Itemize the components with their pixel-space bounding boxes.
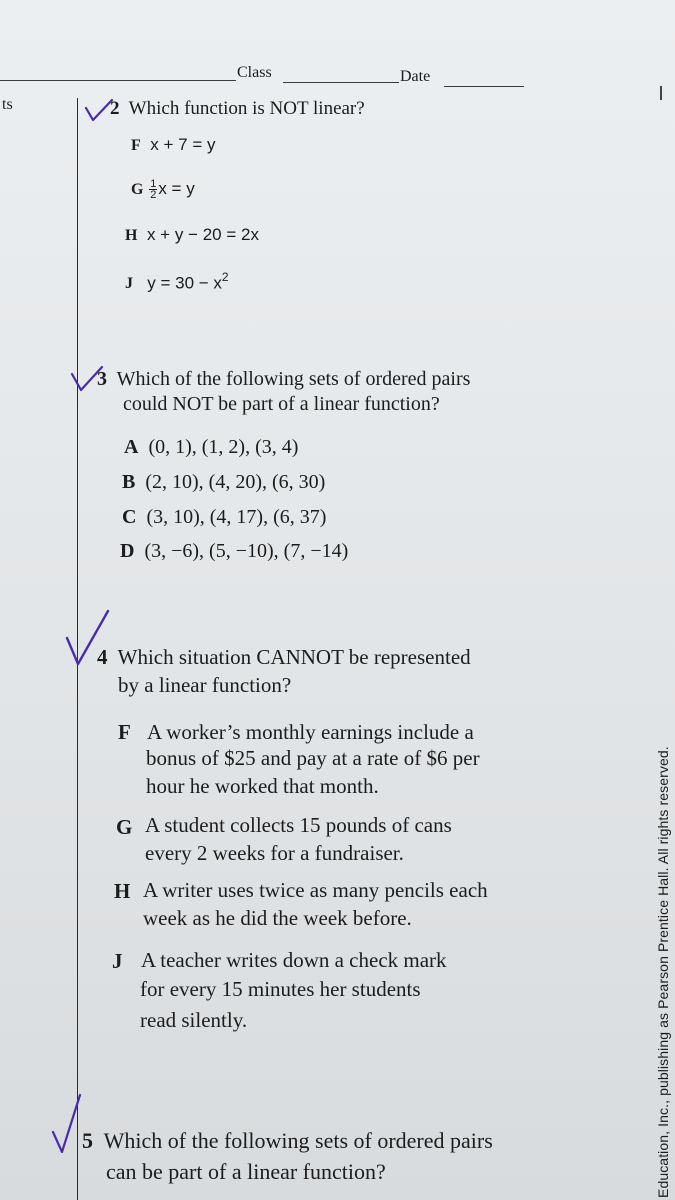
header-rule-name (0, 80, 236, 81)
choice-2-J (125, 270, 229, 294)
choice-text: x + 7 = y (150, 135, 216, 154)
choice-text: x + y − 20 = 2x (146, 225, 259, 244)
question-number: 5 (82, 1128, 93, 1153)
fraction: $\frac{1}{2}$ (150, 178, 157, 202)
question-number: 3 (97, 368, 107, 390)
choice-text: x = y (158, 179, 195, 198)
choice-4-G-line-1: A student collects 15 pounds of cans (145, 813, 452, 837)
choice-4-J-letter: J (112, 949, 123, 973)
choice-4-G-letter: G (116, 815, 133, 839)
question-number: 4 (97, 645, 108, 669)
margin-fragment: ts (2, 96, 13, 113)
choice-letter: D (120, 540, 135, 562)
choice-text: (2, 10), (4, 20), (6, 30) (145, 471, 326, 493)
question-prompt: Which function is NOT linear? (128, 98, 365, 119)
header-rule-date (444, 86, 524, 87)
choice-text: (3, 10), (4, 17), (6, 37) (146, 506, 327, 528)
edge-mark (660, 86, 662, 100)
choice-4-F-letter: F (118, 720, 131, 744)
choice-letter: B (122, 471, 136, 493)
choice-2-F (131, 134, 215, 156)
choice-text: (3, −6), (5, −10), (7, −14) (144, 540, 349, 562)
choice-2-G (131, 178, 195, 200)
question-number: 2 (110, 98, 120, 119)
choice-text: y = 30 − x (147, 273, 222, 293)
choice-3-D (120, 538, 348, 564)
choice-letter: H (125, 227, 138, 244)
question-2 (110, 96, 365, 122)
choice-3-B (122, 469, 325, 495)
copyright-sidebar: Education, Inc., publishing as Pearson Prentice Hall. All rights reserved. (655, 746, 671, 1198)
choice-4-F-line-2: bonus of $25 and pay at a rate of $6 per (146, 746, 480, 770)
question-5 (82, 1128, 493, 1154)
question-4-line-2: by a linear function? (118, 673, 292, 697)
choice-letter: A (124, 436, 139, 458)
choice-4-F-line-3: hour he worked that month. (146, 774, 379, 798)
choice-3-C (122, 504, 326, 530)
question-3-line-2: could NOT be part of a linear function? (123, 393, 440, 415)
choice-4-J-line-1: A teacher writes down a check mark (141, 948, 447, 972)
question-prompt-line-1: Which of the following sets of ordered pairs (103, 1128, 493, 1153)
choice-4-F-line-1: A worker’s monthly earnings include a (147, 720, 474, 744)
choice-letter: C (122, 506, 137, 528)
question-prompt-line-1: Which of the following sets of ordered pairs (116, 368, 471, 390)
header-rule-class (283, 82, 399, 83)
choice-4-J-line-3: read silently. (140, 1008, 248, 1032)
date-label: Date (400, 68, 431, 85)
question-4 (97, 644, 471, 670)
choice-4-H-line-2: week as he did the week before. (143, 906, 412, 930)
choice-3-A (124, 434, 298, 460)
choice-text: (0, 1), (1, 2), (3, 4) (148, 436, 299, 458)
question-5-line-2: can be part of a linear function? (106, 1159, 386, 1184)
choice-letter: F (131, 137, 141, 154)
class-label: Class (237, 64, 272, 81)
choice-letter: J (125, 275, 133, 293)
choice-4-H-line-1: A writer uses twice as many pencils each (143, 878, 488, 902)
checkmark-icon (50, 1092, 84, 1156)
choice-4-G-line-2: every 2 weeks for a fundraiser. (145, 841, 404, 865)
exponent: 2 (221, 270, 229, 284)
question-3 (97, 366, 470, 392)
choice-4-J-line-2: for every 15 minutes her students (140, 977, 421, 1001)
choice-4-H-letter: H (114, 879, 131, 903)
choice-2-H (125, 224, 259, 246)
choice-letter: G (131, 181, 144, 198)
question-prompt-line-1: Which situation CANNOT be represented (117, 645, 471, 669)
